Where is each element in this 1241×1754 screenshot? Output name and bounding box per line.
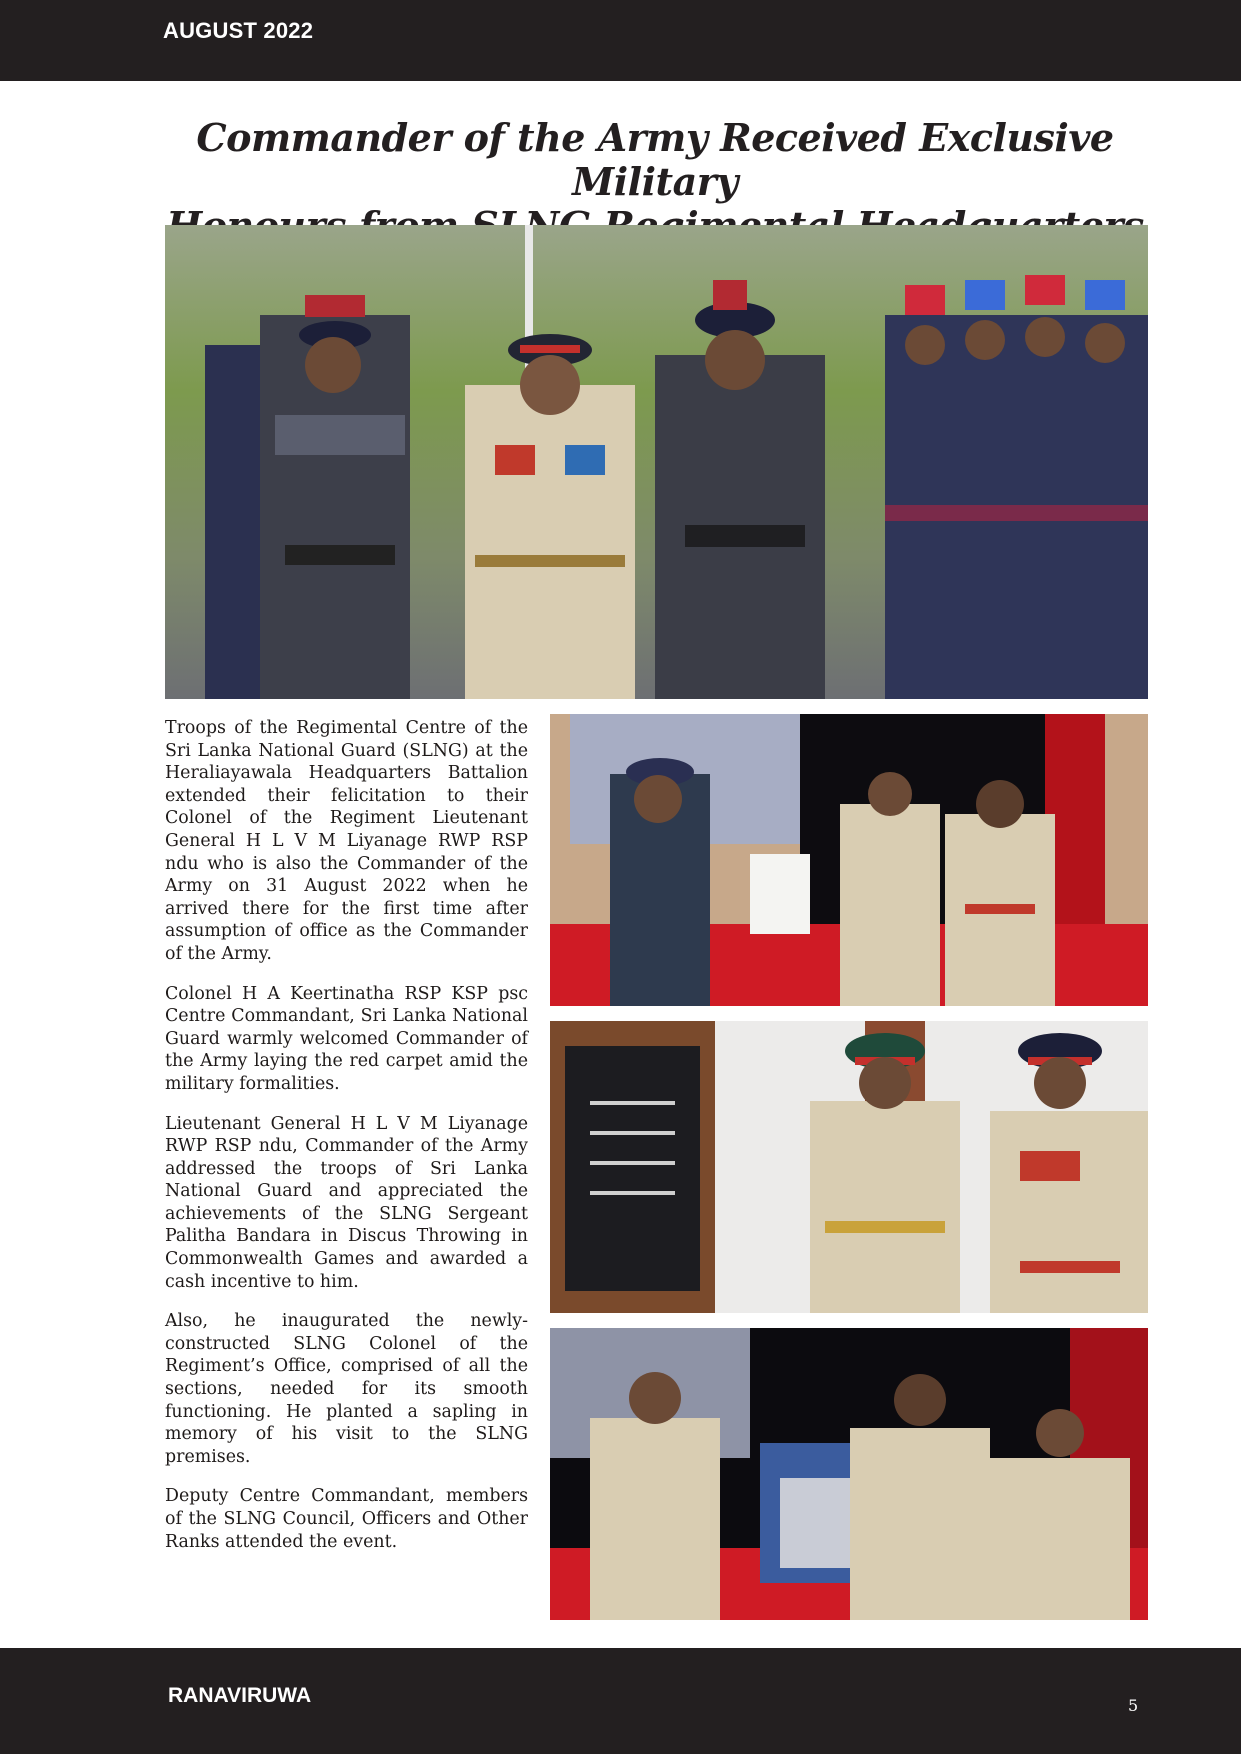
- paragraph: Lieutenant General H L V M Liyanage RWP RSP ndu, Commander of the Army addressed the troops of Sri Lanka National Guard and appreciated the achievements of the SLNG Sergeant Palitha Bandara in Discus Throwing in Commonwealth Games and awarded a cash incentive to him.: [165, 1113, 528, 1292]
- magazine-name: RANAVIRUWA: [168, 1684, 312, 1707]
- page-number: 5: [1128, 1696, 1139, 1715]
- parade-photo: [165, 225, 1148, 699]
- paragraph: Deputy Centre Commandant, members of the SLNG Council, Officers and Other Ranks attended the event.: [165, 1486, 528, 1552]
- plaque-photo: [550, 1021, 1148, 1313]
- top-banner: [0, 0, 1241, 81]
- award-photo: [550, 714, 1148, 1006]
- title-line-1: Commander of the Army Received Exclusive Military: [196, 115, 1114, 204]
- paragraph: Colonel H A Keertinatha RSP KSP psc Centre Commandant, Sri Lanka National Guard warmly welcomed Commander of the Army laying the red carpet amid the military formalities.: [165, 983, 528, 1094]
- paragraph: Also, he inaugurated the newly-constructed SLNG Colonel of the Regiment’s Office, comprised of all the sections, needed for its smooth functioning. He planted a sapling in memory of his visit to the SLNG premises.: [165, 1311, 528, 1467]
- issue-date: AUGUST 2022: [163, 18, 314, 43]
- trophy-photo: [550, 1328, 1148, 1620]
- bottom-banner: [0, 1648, 1241, 1754]
- paragraph: Troops of the Regimental Centre of the Sri Lanka National Guard (SLNG) at the Heraliayawala Headquarters Battalion extended their felicitation to their Colonel of the Regiment Lieutenant General H L V M Liyanage RWP RSP ndu who is also the Commander of the Army on 31 August 2022 when he arrived there for the first time after assumption of office as the Commander of the Army.: [165, 718, 528, 964]
- article-body: [165, 717, 528, 1570]
